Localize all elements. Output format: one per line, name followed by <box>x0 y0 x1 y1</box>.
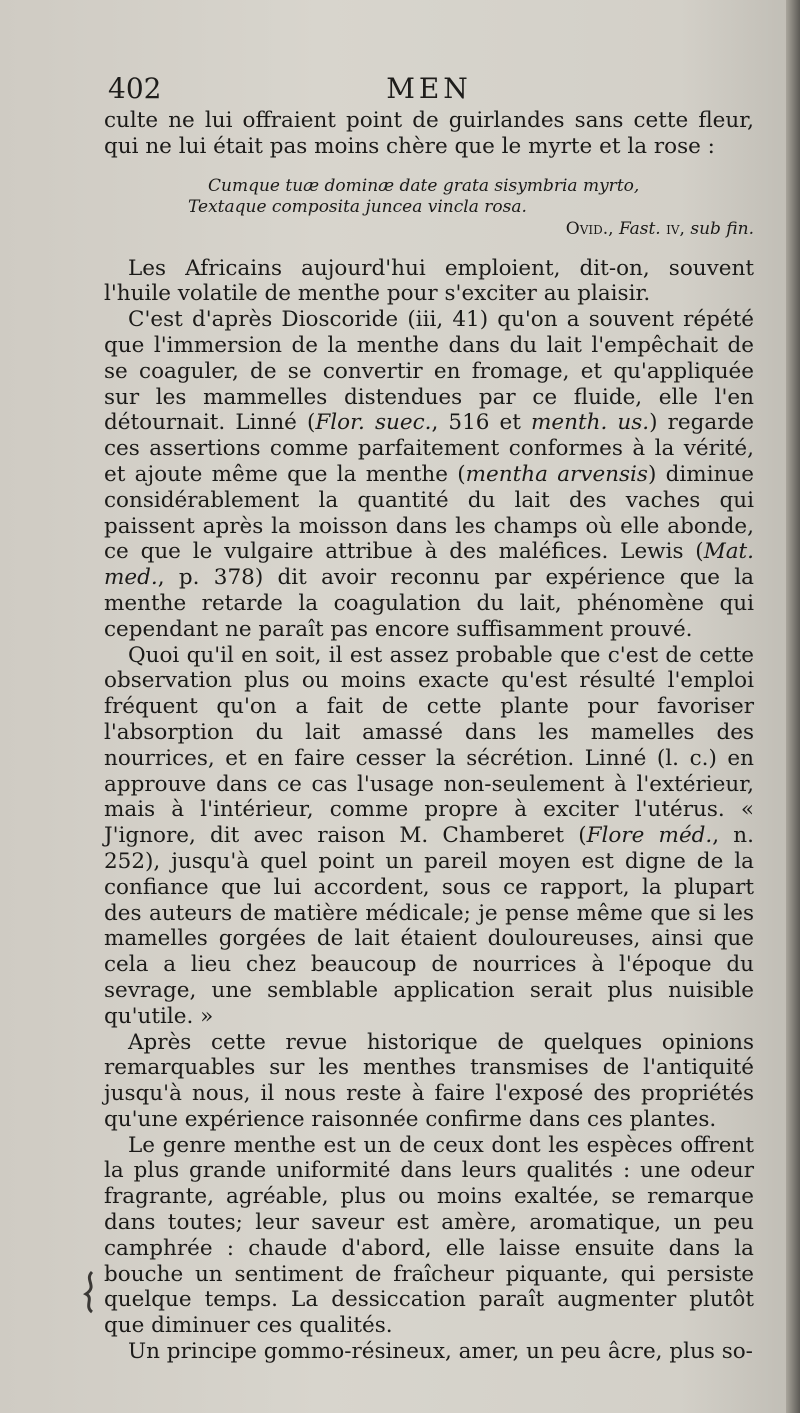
verse-line-1: Cumque tuæ dominæ date grata sisymbria myrto, <box>208 175 640 196</box>
running-title: MEN <box>386 72 472 105</box>
citation-author: Ovid. <box>565 218 609 239</box>
verse-citation: Ovid., Fast. iv, sub fin. <box>565 218 754 239</box>
paragraph-principe: Un principe gommo-résineux, amer, un peu âcre, plus so- <box>128 1339 753 1365</box>
verse-quotation <box>104 176 754 240</box>
text-run: ) regarde ces assertions comme parfaitement conformes à la vérité, et ajoute même que la menthe ( <box>104 410 754 487</box>
citation-end: sub fin. <box>690 218 754 239</box>
text-run: Quoi qu'il en soit, il est assez probable que c'est de cette observation plus ou moins exacte qu'est résulté l'emploi fréquent qu'on a fait de cette plante pour favoriser l'absorption du lait amassé dans les mamelles des nourrices, et en faire cesser la sécrétion. Linné (l. c.) en approuve dans ce cas l'usage non-seulement à l'extérieur, mais à l'intérieur, comme propre à exciter l'utérus. « J'ignore, dit avec raison M. Chamberet ( <box>104 642 754 849</box>
running-head <box>108 72 750 106</box>
citation-work: Fast. <box>618 218 661 239</box>
text-run: , p. 378) dit avoir reconnu par expérience que la menthe retarde la coagulation du lait, phénomène qui cependant ne paraît pas encore suffisamment prouvé. <box>104 565 754 642</box>
italic-run: mentha arvensis <box>465 461 648 487</box>
paragraph-apres: Après cette revue historique de quelques opinions remarquables sur les menthes transmises de l'antiquité jusqu'à nous, il nous reste à faire l'exposé des propriétés qu'une expérience raisonnée confirme dans ces plantes. <box>104 1029 754 1132</box>
text-run: , 516 et <box>431 410 532 436</box>
page-edge-shadow <box>786 0 800 1413</box>
italic-run: Flor. suec. <box>315 410 432 436</box>
text-run: ) diminue considérablement la quantité du lait des vaches qui paissent après la moisson dans les champs où elle abonde, ce que le vulgaire attribue à des maléfices. Lewis ( <box>104 461 754 565</box>
verse-line-2: Textaque composita juncea vincla rosa. <box>188 196 527 217</box>
body-text <box>104 108 754 1365</box>
paragraph-continuation: culte ne lui offraient point de guirlandes sans cette fleur, qui ne lui était pas moins chère que le myrte et la rose : <box>104 108 754 159</box>
citation-ref: iv, <box>666 218 685 239</box>
paragraph-africains: Les Africains aujourd'hui emploient, dit-on, souvent l'huile volatile de menthe pour s'exciter au plaisir. <box>104 255 754 307</box>
paragraph-genre: Le genre menthe est un de ceux dont les espèces offrent la plus grande uniformité dans leurs qualités : une odeur fragrante, agréable, plus ou moins exaltée, se remarque dans toutes; leur saveur est amère, aromatique, un peu camphrée : chaude d'abord, elle laisse ensuite dans la bouche un sentiment de fraîcheur piquante, qui persiste quelque temps. La dessiccation paraît augmenter plutôt que diminuer ces qualités. <box>104 1132 754 1339</box>
italic-run: Flore méd. <box>586 823 713 849</box>
page-number: 402 <box>108 72 162 105</box>
italic-run: menth. us. <box>531 410 650 436</box>
text-run: C'est d'après Dioscoride (iii, 41) qu'on a souvent répété que l'immersion de la menthe dans du lait l'empêchait de se coaguler, de se convertir en fromage, et qu'appliquée sur les mammelles distendues par ce fluide, elle l'en détournait. Linné ( <box>104 307 754 436</box>
paragraph-dioscoride <box>104 307 754 642</box>
italic-run: Mat. med. <box>104 539 754 591</box>
ink-smudge-mark <box>78 1268 104 1316</box>
paragraph-quoi <box>104 643 754 1030</box>
text-run: , n. 252), jusqu'à quel point un pareil moyen est digne de la confiance que lui accordent, sous ce rapport, la plupart des auteurs de matière médicale; je pense même que si les mamelles gorgées de lait étaient douloureuses, ainsi que cela a lieu chez beaucoup de nourrices à l'époque du sevrage, une semblable application serait plus nuisible qu'utile. » <box>104 823 754 1029</box>
